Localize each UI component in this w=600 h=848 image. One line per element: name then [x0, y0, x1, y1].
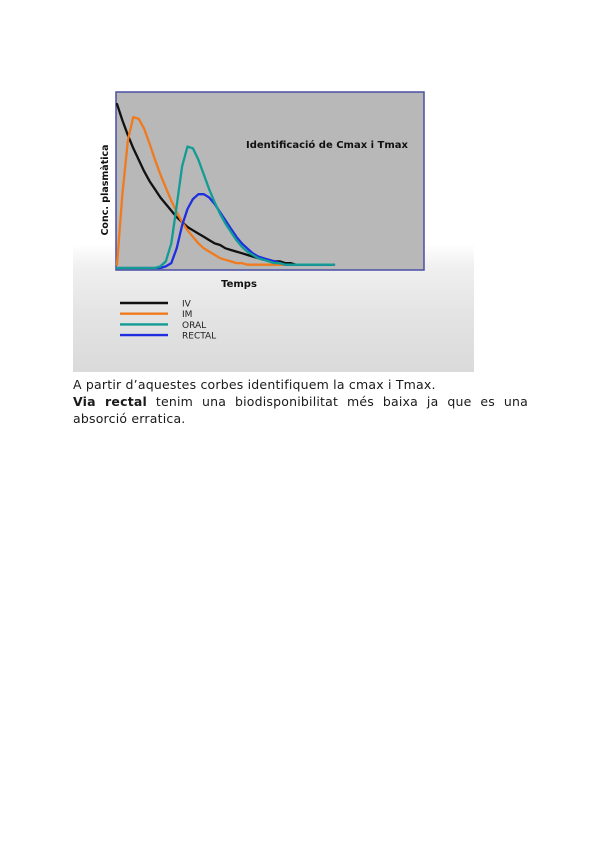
y-axis-label: Conc. plasmàtica — [100, 144, 111, 236]
caption-line-1 — [73, 376, 528, 393]
chart-title: Identificació de Cmax i Tmax — [246, 140, 408, 151]
caption-line-2 — [73, 393, 528, 427]
caption — [73, 376, 528, 427]
caption-line-1-text: A partir d’aquestes corbes identifiquem la cmax i Tmax. — [73, 377, 436, 392]
legend-label-rectal: RECTAL — [182, 331, 217, 342]
chart-svg — [73, 72, 474, 372]
caption-bold-lead: Via rectal — [73, 394, 147, 409]
x-axis-label: Temps — [221, 279, 257, 290]
legend — [120, 300, 216, 342]
caption-line-2-text: tenim una biodisponibilitat més baixa ja que es una absorció erratica. — [73, 394, 528, 426]
pharmacokinetic-chart-figure — [73, 72, 474, 372]
legend-label-im: IM — [182, 310, 193, 321]
legend-label-oral: ORAL — [182, 320, 207, 331]
legend-label-iv: IV — [182, 299, 191, 310]
